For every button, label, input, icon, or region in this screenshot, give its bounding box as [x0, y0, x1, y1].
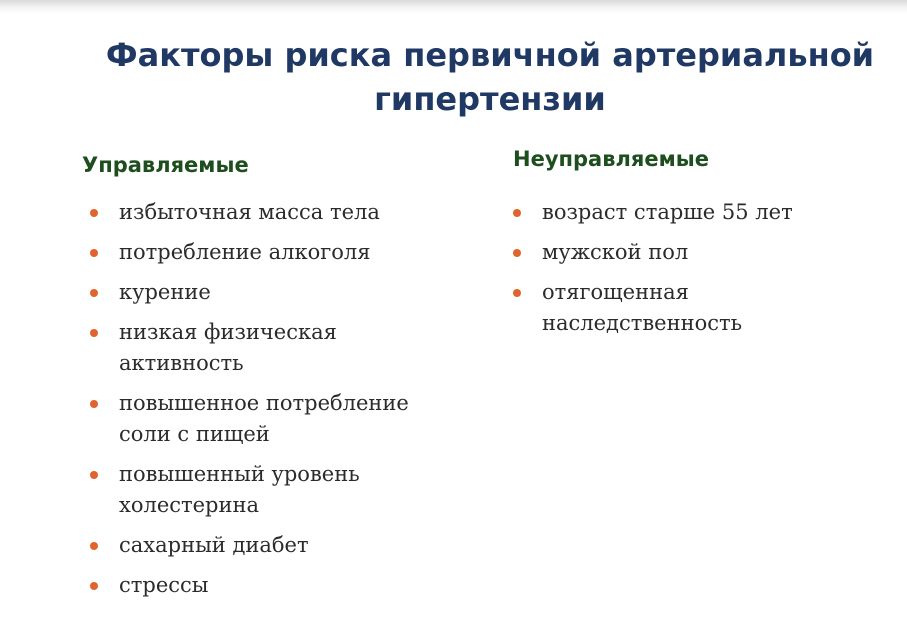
list-item-text: мужской пол — [542, 240, 689, 264]
bullet-icon — [513, 209, 521, 217]
top-edge-shadow — [0, 0, 907, 14]
list-item — [90, 197, 460, 228]
controllable-heading: Управляемые — [82, 153, 249, 177]
list-item — [90, 530, 460, 561]
bullet-icon — [90, 289, 98, 297]
bullet-icon — [90, 249, 98, 257]
list-item-text: низкая физическая активность — [119, 320, 337, 375]
uncontrollable-factors-list — [513, 197, 883, 348]
bullet-icon — [513, 289, 521, 297]
list-item — [90, 459, 460, 521]
slide-title: Факторы риска первичной артериальной гипертензии — [105, 36, 875, 118]
list-item-text: курение — [119, 280, 211, 304]
list-item — [513, 197, 883, 228]
list-item-text: отягощенная наследственность — [542, 280, 743, 335]
list-item — [513, 237, 883, 268]
bullet-icon — [90, 209, 98, 217]
list-item — [90, 388, 460, 450]
list-item — [90, 237, 460, 268]
controllable-factors-list — [90, 197, 460, 610]
list-item-text: повышенный уровень холестерина — [119, 462, 360, 517]
bullet-icon — [90, 542, 98, 550]
list-item-text: возраст старше 55 лет — [542, 200, 793, 224]
bullet-icon — [513, 249, 521, 257]
bullet-icon — [90, 329, 98, 337]
bullet-icon — [90, 400, 98, 408]
list-item-text: избыточная масса тела — [119, 200, 380, 224]
list-item-text: потребление алкоголя — [119, 240, 371, 264]
list-item — [90, 317, 460, 379]
list-item-text: стрессы — [119, 573, 209, 597]
bullet-icon — [90, 471, 98, 479]
list-item-text: сахарный диабет — [119, 533, 309, 557]
bullet-icon — [90, 582, 98, 590]
list-item — [90, 570, 460, 601]
list-item-text: повышенное потребление соли с пищей — [119, 391, 409, 446]
uncontrollable-heading: Неуправляемые — [513, 147, 710, 171]
list-item — [513, 277, 883, 339]
list-item — [90, 277, 460, 308]
